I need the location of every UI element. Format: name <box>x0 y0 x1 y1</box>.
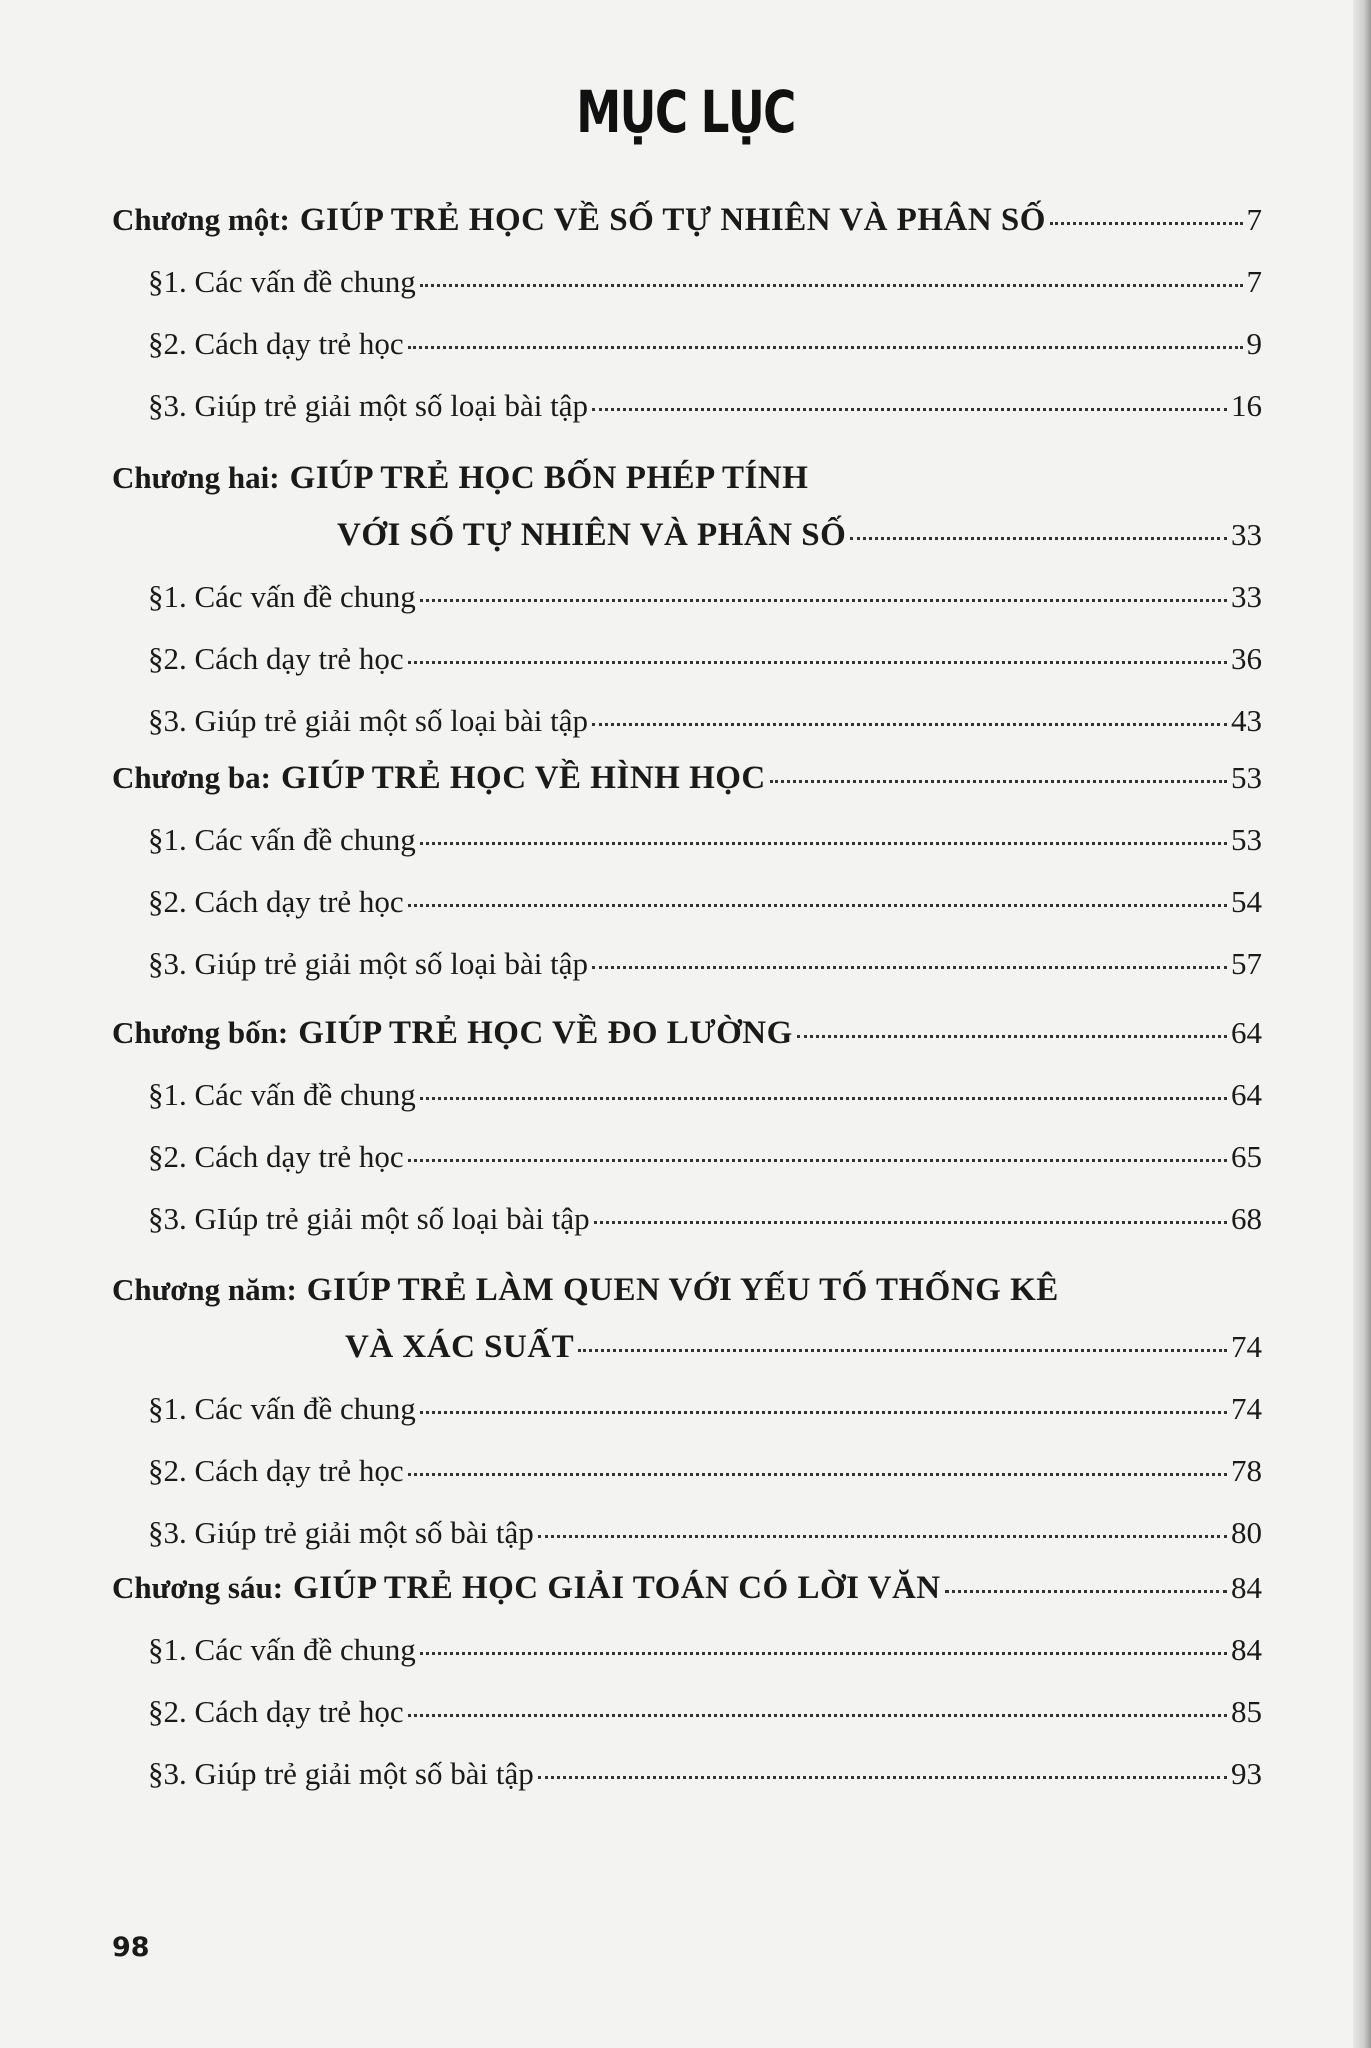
page-title: MỤC LỤC <box>576 78 795 146</box>
dot-leader <box>420 599 1227 602</box>
section-page: 64 <box>1231 1077 1262 1112</box>
section-page: 68 <box>1231 1201 1262 1236</box>
toc-section-row <box>148 1632 1262 1668</box>
section-page: 33 <box>1231 579 1262 614</box>
dot-leader <box>592 408 1227 411</box>
section-label: §2. Cách dạy trẻ học <box>148 641 404 676</box>
chapter-page: 7 <box>1246 202 1262 237</box>
section-label: §3. Giúp trẻ giải một số bài tập <box>148 1515 534 1550</box>
section-page: 57 <box>1231 946 1262 981</box>
dot-leader <box>420 1097 1227 1100</box>
dot-leader <box>945 1590 1227 1593</box>
toc-section-row <box>148 822 1262 858</box>
chapter-title-continuation: VÀ XÁC SUẤT <box>345 1329 575 1365</box>
chapter-title: GIÚP TRẺ HỌC VỀ HÌNH HỌC <box>280 760 766 796</box>
section-page: 7 <box>1246 264 1262 299</box>
toc-section-row <box>148 1201 1262 1237</box>
dot-leader <box>408 1473 1227 1476</box>
section-page: 43 <box>1231 703 1262 738</box>
section-label: §1. Các vấn đề chung <box>148 579 416 614</box>
section-page: 85 <box>1231 1694 1262 1729</box>
dot-leader <box>578 1349 1227 1352</box>
section-label: §1. Các vấn đề chung <box>148 1077 416 1112</box>
chapter-title-continuation: VỚI SỐ TỰ NHIÊN VÀ PHÂN SỐ <box>337 517 847 553</box>
chapter-title: GIÚP TRẺ HỌC GIẢI TOÁN CÓ LỜI VĂN <box>293 1570 941 1606</box>
dot-leader <box>797 1035 1227 1038</box>
dot-leader <box>420 284 1243 287</box>
section-label: §1. Các vấn đề chung <box>148 1632 416 1667</box>
section-label: §2. Cách dạy trẻ học <box>148 326 404 361</box>
toc-section-row <box>148 703 1262 739</box>
section-label: §3. Giúp trẻ giải một số loại bài tập <box>148 703 588 738</box>
section-page: 84 <box>1231 1632 1262 1667</box>
section-label: §1. Các vấn đề chung <box>148 1391 416 1426</box>
section-label: §2. Cách dạy trẻ học <box>148 1694 404 1729</box>
section-label: §3. Giúp trẻ giải một số bài tập <box>148 1756 534 1791</box>
section-page: 16 <box>1231 388 1262 423</box>
section-page: 54 <box>1231 884 1262 919</box>
section-label: §2. Cách dạy trẻ học <box>148 1139 404 1174</box>
section-label: §2. Cách dạy trẻ học <box>148 884 404 919</box>
toc-chapter-row <box>112 1015 1262 1052</box>
page-number: 98 <box>112 1932 150 1963</box>
toc-chapter-row <box>112 1272 1059 1309</box>
toc-section-row <box>148 1139 1262 1175</box>
toc-chapter-row <box>112 1570 1262 1607</box>
toc-section-row <box>148 1077 1262 1113</box>
chapter-lead: Chương bốn: <box>112 1015 289 1050</box>
section-page: 93 <box>1231 1756 1262 1791</box>
toc-section-row <box>148 884 1262 920</box>
chapter-page: 53 <box>1231 760 1262 795</box>
dot-leader <box>1050 222 1243 225</box>
toc-chapter-row <box>112 202 1262 239</box>
section-page: 53 <box>1231 822 1262 857</box>
dot-leader <box>408 346 1243 349</box>
dot-leader <box>592 723 1227 726</box>
dot-leader <box>420 1652 1227 1655</box>
dot-leader <box>592 966 1227 969</box>
dot-leader <box>408 661 1227 664</box>
chapter-lead: Chương năm: <box>112 1272 297 1307</box>
dot-leader <box>408 904 1227 907</box>
toc-section-row <box>148 1515 1262 1551</box>
dot-leader <box>538 1776 1227 1779</box>
chapter-lead: Chương một: <box>112 202 290 237</box>
toc-chapter-continuation-row <box>345 1329 1262 1366</box>
toc-section-row <box>148 1694 1262 1730</box>
chapter-page: 64 <box>1231 1015 1262 1050</box>
section-label: §1. Các vấn đề chung <box>148 822 416 857</box>
toc-section-row <box>148 946 1262 982</box>
section-page: 9 <box>1246 326 1262 361</box>
chapter-lead: Chương ba: <box>112 760 271 795</box>
dot-leader <box>538 1535 1227 1538</box>
dot-leader <box>420 842 1227 845</box>
dot-leader <box>770 780 1227 783</box>
section-page: 78 <box>1231 1453 1262 1488</box>
toc-chapter-continuation-row <box>337 517 1262 554</box>
chapter-title: GIÚP TRẺ HỌC VỀ SỐ TỰ NHIÊN VÀ PHÂN SỐ <box>299 202 1046 238</box>
dot-leader <box>408 1714 1227 1717</box>
toc-section-row <box>148 1756 1262 1792</box>
chapter-page: 74 <box>1231 1329 1262 1364</box>
section-label: §3. GIúp trẻ giải một số loại bài tập <box>148 1201 590 1236</box>
chapter-title: GIÚP TRẺ HỌC BỐN PHÉP TÍNH <box>289 460 809 496</box>
dot-leader <box>850 537 1227 540</box>
toc-chapter-row <box>112 760 1262 797</box>
section-page: 74 <box>1231 1391 1262 1426</box>
section-label: §2. Cách dạy trẻ học <box>148 1453 404 1488</box>
dot-leader <box>408 1159 1227 1162</box>
section-label: §1. Các vấn đề chung <box>148 264 416 299</box>
chapter-title: GIÚP TRẺ HỌC VỀ ĐO LƯỜNG <box>298 1015 793 1051</box>
section-label: §3. Giúp trẻ giải một số loại bài tập <box>148 946 588 981</box>
section-page: 80 <box>1231 1515 1262 1550</box>
toc-section-row <box>148 1453 1262 1489</box>
section-page: 36 <box>1231 641 1262 676</box>
toc-section-row <box>148 579 1262 615</box>
toc-chapter-row <box>112 460 808 497</box>
chapter-lead: Chương hai: <box>112 460 280 495</box>
toc-section-row <box>148 326 1262 362</box>
toc-section-row <box>148 388 1262 424</box>
section-label: §3. Giúp trẻ giải một số loại bài tập <box>148 388 588 423</box>
toc-section-row <box>148 1391 1262 1427</box>
section-page: 65 <box>1231 1139 1262 1174</box>
chapter-lead: Chương sáu: <box>112 1570 284 1605</box>
chapter-title: GIÚP TRẺ LÀM QUEN VỚI YẾU TỐ THỐNG KÊ <box>306 1272 1059 1308</box>
toc-section-row <box>148 641 1262 677</box>
dot-leader <box>594 1221 1227 1224</box>
toc-section-row <box>148 264 1262 300</box>
dot-leader <box>420 1411 1227 1414</box>
page-edge-shadow <box>1353 0 1371 2048</box>
chapter-page: 33 <box>1231 517 1262 552</box>
chapter-page: 84 <box>1231 1570 1262 1605</box>
